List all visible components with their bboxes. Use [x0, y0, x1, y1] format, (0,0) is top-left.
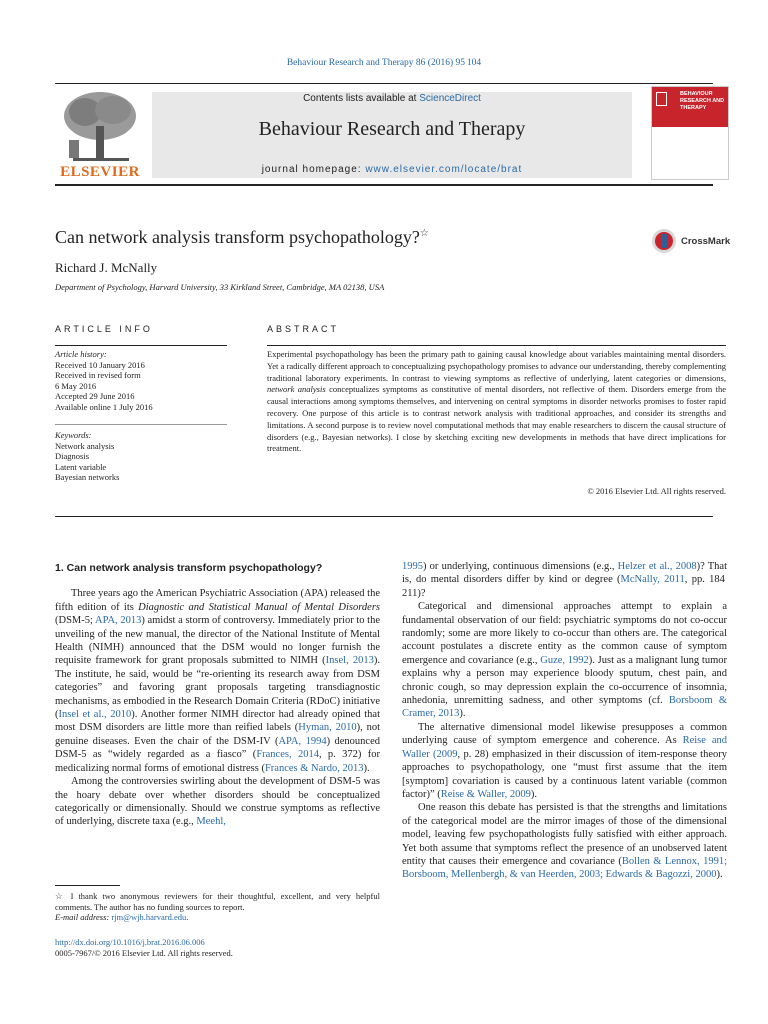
citation-link[interactable]: Guze, 1992 [540, 654, 589, 666]
journal-cover-thumbnail[interactable] [651, 86, 729, 180]
abstract-heading: ABSTRACT [267, 324, 340, 334]
text-run: One reason this debate has persisted is that the strengths and limitations of the categorical model are the mirror images of those of the dimensional model, leaving few psychopathologists fully satisfied with either approach. Yet both assume that symptoms reflect the presence of an unobserved latent entity that causes their emergence and covariance ( [402, 802, 727, 867]
text-run: ) amidst a storm of controversy. Immediately prior to the unveiling of the new manual, the director of the National Institute of Mental Health (NIMH) announced that the DSM would no longer furnish the requisite framework for grant proposals submitted to NIMH ( [55, 615, 380, 667]
abstract-text [267, 349, 726, 455]
history-label: Article history: [55, 349, 107, 359]
text-run: (DSM-5; [55, 615, 95, 627]
author-affiliation: Department of Psychology, Harvard University, 33 Kirkland Street, Cambridge, MA 02138, USA [55, 282, 385, 292]
footnote [55, 891, 380, 923]
cover-logo-icon [656, 92, 667, 106]
email-label: E-mail address: [55, 912, 112, 922]
citation-link[interactable]: APA, 1994 [278, 735, 327, 747]
text-run: ), not genuine diseases. Even the chair of the DSM-IV ( [55, 722, 380, 747]
text-run: Among the controversies swirling about the development of DSM-5 was the hoary debate over whether disorders should be conceptualized categorically or dimensionally. Should we construe symptoms as reflective of underlying, discrete taxa (e.g., [55, 776, 380, 828]
paragraph [55, 587, 380, 775]
abstract-bottom-divider [55, 516, 713, 517]
history-item: Received 10 January 2016 [55, 359, 145, 370]
article-title [55, 227, 429, 248]
abstract-part: Experimental psychopathology has been the primary path to gaining causal knowledge about variables maintaining mental disorders. Yet a radically different approach to conceptualizing psychopathology promises to advance our understanding, thereby complementing traditional laboratory experiments. In contrast to viewing symptoms as reflective of underlying, latent categories or dimensions, [267, 349, 726, 383]
text-run: ). [716, 869, 723, 881]
citation-link[interactable]: Hyman, 2010 [298, 722, 357, 734]
homepage-link[interactable]: www.elsevier.com/locate/brat [365, 164, 523, 175]
text-run: )? That is, do mental disorders differ by kind or degree ( [402, 561, 727, 586]
citation-link[interactable]: McNally, 2011 [620, 574, 685, 586]
text-run: ). [363, 762, 370, 774]
keyword-item: Network analysis [55, 440, 115, 451]
history-item: Received in revised form [55, 370, 141, 380]
footnote-divider [55, 885, 120, 886]
email-end: . [186, 912, 189, 922]
body-left-column [55, 562, 380, 829]
citation-link[interactable]: Reise and Waller (2009 [402, 735, 727, 760]
paragraph [55, 775, 380, 829]
citation-link[interactable]: Borsboom & Cramer, 2013 [402, 695, 727, 720]
article-info-divider [55, 345, 227, 346]
italic-text: Diagnostic and Statistical Manual of Mental Disorders [138, 601, 380, 613]
crossmark-icon [651, 228, 677, 254]
citation-link[interactable]: Insel et al., 2010 [58, 709, 132, 721]
abstract-part: conceptualizes symptoms as constitutive of mental disorders, not reflective of them. Disorders emerge from the causal interactions among symptoms themselves, and intervening on central symptoms in disorder networks promises to foster rapid recovery. One purpose of this article is to contrast network analysis with traditional approaches, and consider its strengths and limitations. A second purpose is to review novel computational methods that may enable researchers to discern the causal structure of disorders (e.g., Bayesian networks). I close by sketching exciting new developments in methods that have direct implications for treatment. [267, 384, 726, 454]
keywords [55, 430, 227, 483]
text-run: , p. 28) emphasized in their discussion of item-response theory approaches to psychopathology, one “must first assume that the item [symptom] covariation is caused by a continuous latent variable (common factor)” ( [402, 748, 727, 800]
text-run: ) or underlying, continuous dimensions (e.g., [423, 561, 618, 572]
footnote-email [55, 912, 380, 923]
top-divider [55, 83, 713, 84]
crossmark-label: CrossMark [681, 235, 731, 247]
text-run: , pp. 184 211)? [402, 574, 727, 599]
paragraph [402, 600, 727, 721]
citation-link[interactable]: Helzer et al., 2008 [617, 561, 697, 572]
elsevier-wordmark: ELSEVIER [60, 164, 140, 180]
sciencedirect-link[interactable]: ScienceDirect [419, 93, 481, 104]
issn-copyright: 0005-7967/© 2016 Elsevier Ltd. All rights reserved. [55, 947, 233, 958]
homepage-prefix: journal homepage: [261, 164, 366, 175]
body-right-column [402, 560, 727, 882]
citation-link[interactable]: Meehl, [196, 816, 226, 828]
paragraph [402, 721, 727, 801]
paragraph [402, 560, 727, 600]
text-run: ). Another former NIMH director had already opined that most DSM disorders are little more than reified labels ( [55, 709, 380, 734]
text-run: The alternative dimensional model likewise presupposes a common underlying cause of symptom emergence and coherence. As [402, 721, 727, 747]
doi-link[interactable]: http://dx.doi.org/10.1016/j.brat.2016.06.006 [55, 937, 205, 947]
text-run: , p. 372) for medicalizing normal forms of emotional distress ( [55, 749, 380, 774]
text-run: ). Just as a malignant lung tumor explains why a person may experience bloody sputum, chest pain, and chronic cough, so may depression explain the co-occurrence of insomnia, anhedonia, unremitting sadness, and other symptoms (cf. [402, 654, 727, 707]
citation-link[interactable]: 1995 [402, 561, 423, 572]
history-item: Accepted 29 June 2016 [55, 391, 135, 401]
article-history [55, 349, 227, 412]
abstract-emphasis: network analysis [267, 384, 326, 395]
section-title: 1. Can network analysis transform psychopathology? [55, 562, 323, 574]
text-run: ) denounced DSM-5 as “widely regarded as a fiasco” ( [55, 735, 381, 761]
history-item: 6 May 2016 [55, 380, 97, 391]
email-link[interactable]: rjm@wjh.harvard.edu [111, 912, 187, 922]
doi-block [55, 937, 233, 958]
cover-title: BEHAVIOUR RESEARCH AND THERAPY [680, 91, 725, 111]
keywords-label: Keywords: [55, 430, 92, 440]
history-item: Available online 1 July 2016 [55, 401, 153, 412]
contents-prefix: Contents lists available at [303, 93, 420, 104]
citation-link[interactable]: Insel, 2013 [325, 655, 374, 667]
text-run: Three years ago the American Psychiatric Association (APA) released the fifth edition of its [55, 588, 380, 613]
author-name: Richard J. McNally [55, 260, 158, 275]
journal-homepage [152, 164, 632, 175]
abstract-copyright: © 2016 Elsevier Ltd. All rights reserved. [587, 486, 726, 496]
journal-reference[interactable]: Behaviour Research and Therapy 86 (2016) 95 104 [286, 58, 482, 68]
abstract-divider [267, 345, 726, 346]
citation-link[interactable]: Bollen & Lennox, 1991; Borsboom, Mellenbergh, & van Heerden, 2003; Edwards & Bagozzi, 2000 [402, 855, 727, 881]
text-run: ). The institute, he said, would be “re-orienting its research away from DSM categories” and favoring grant proposals targeting transdiagnostic mechanisms, as embodied in the Research Domain Criteria (RDoC) initiative ( [55, 655, 380, 721]
text-run: Categorical and dimensional approaches attempt to explain a fundamental observation of our field: psychiatric symptoms do not co-occur randomly; some are more likely to co-occur than others are. The categorical account postulates a discrete entity as the common cause of symptom emergence and covariance (e.g., [402, 601, 727, 666]
text-run: ). [530, 788, 537, 800]
contents-availability [152, 93, 632, 104]
citation-link[interactable]: APA, 2013 [95, 615, 142, 627]
citation-link[interactable]: Reise & Waller, 2009 [440, 788, 531, 800]
article-info-heading: ARTICLE INFO [55, 324, 153, 334]
keyword-item: Latent variable [55, 461, 107, 472]
text-run: ). [459, 708, 466, 720]
keywords-divider [55, 424, 227, 425]
keyword-item: Diagnosis [55, 451, 89, 461]
crossmark-badge[interactable] [651, 228, 730, 254]
citation-link[interactable]: Frances, 2014 [256, 749, 319, 761]
footnote-text: ☆ I thank two anonymous reviewers for their thoughtful, excellent, and very helpful comments. The author has no funding sources to report. [55, 891, 380, 912]
article-title-text: Can network analysis transform psychopathology? [55, 227, 420, 247]
paragraph [402, 801, 727, 881]
cover-band [652, 87, 728, 127]
citation-link[interactable]: Frances & Nardo, 2013 [264, 762, 364, 774]
title-footnote-mark[interactable]: ☆ [419, 228, 429, 239]
keyword-item: Bayesian networks [55, 472, 120, 482]
header-divider [55, 184, 713, 186]
journal-title: Behaviour Research and Therapy [258, 118, 526, 140]
